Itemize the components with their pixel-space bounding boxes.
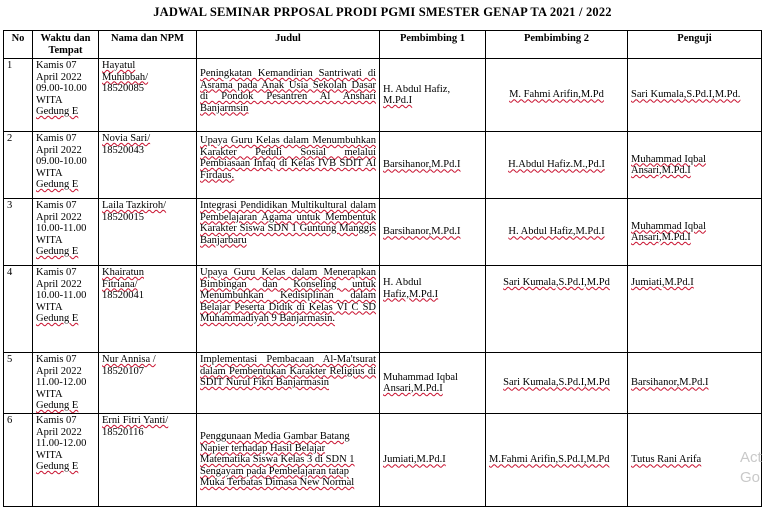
cell-no: 5 xyxy=(4,353,33,414)
judul-text: Penggunaan Media Gambar Batang Napier terhadap Hasil Belajar Matematika Siswa Kelas 3 di SDN 1 Sengayam pada Pembelajaran tatap Muka Terbatas Dimasa New Normal xyxy=(200,431,355,488)
p1-line: Barsihanor,M.Pd.I xyxy=(383,159,461,171)
cell-nama xyxy=(99,132,197,199)
waktu-line: Gedung E xyxy=(36,313,79,324)
waktu-line: Gedung E xyxy=(36,106,79,117)
waktu-line: April 2022 xyxy=(36,211,82,223)
cell-pembimbing-2 xyxy=(486,132,628,199)
waktu-line: WITA xyxy=(36,449,63,461)
cell-judul xyxy=(197,266,380,353)
waktu-line: Gedung E xyxy=(36,246,79,257)
waktu-line: April 2022 xyxy=(36,365,82,377)
cell-pembimbing-2 xyxy=(486,59,628,132)
cell-pembimbing-1 xyxy=(380,59,486,132)
header-pembimbing-1: Pembimbing 1 xyxy=(380,31,486,59)
p2-text: Sari Kumala,S.Pd.I,M.Pd xyxy=(503,377,610,389)
nama-line: Nur Annisa / xyxy=(102,354,156,365)
cell-nama xyxy=(99,199,197,266)
cell-judul xyxy=(197,199,380,266)
cell-waktu xyxy=(33,59,99,132)
header-judul: Judul xyxy=(197,31,380,59)
judul-text: Peningkatan Kemandirian Santriwati di Asrama pada Anak Usia Sekolah Dasar di Pondok Pesantren Al Anshari Banjarmsin xyxy=(200,68,376,114)
table-row xyxy=(4,132,762,199)
penguji-text: Muhammad Iqbal Ansari,M.Pd.I xyxy=(631,220,706,243)
p1-line: Jumiati,M.Pd.I xyxy=(383,454,446,466)
waktu-line: April 2022 xyxy=(36,144,82,156)
judul-text: Upaya Guru Kelas dalam Menumbuhkan Karakter Peduli Sosial melalui Pembiasaan Infaq di Kelas IVB SDIT Al Firdaus. xyxy=(200,135,376,181)
cell-waktu xyxy=(33,199,99,266)
cell-pembimbing-2 xyxy=(486,266,628,353)
p2-text: H. Abdul Hafiz,M.Pd.I xyxy=(508,226,605,238)
waktu-line: April 2022 xyxy=(36,278,82,290)
schedule-table xyxy=(3,30,762,507)
nama-line: Khairatun xyxy=(102,267,144,278)
nama-line: 18520116 xyxy=(102,426,144,438)
waktu-line: 11.00-12.00 xyxy=(36,377,87,388)
penguji-text: Jumiati,M.Pd.I xyxy=(631,277,694,288)
cell-pembimbing-1 xyxy=(380,266,486,353)
cell-waktu xyxy=(33,353,99,414)
header-pembimbing-2: Pembimbing 2 xyxy=(486,31,628,59)
activation-watermark xyxy=(740,448,762,488)
waktu-line: WITA xyxy=(36,301,63,313)
waktu-line: 10.00-11.00 xyxy=(36,290,87,301)
cell-pembimbing-1 xyxy=(380,132,486,199)
waktu-line: Kamis 07 xyxy=(36,267,77,278)
nama-line: Fitriana/ xyxy=(102,278,138,290)
penguji-text: Sari Kumala,S.Pd.I,M.Pd. xyxy=(631,89,741,101)
header-waktu: Waktu dan Tempat xyxy=(33,31,99,59)
nama-line: 18520015 xyxy=(102,211,144,223)
nama-line: 18520107 xyxy=(102,365,144,377)
cell-pembimbing-2 xyxy=(486,414,628,507)
cell-pembimbing-1 xyxy=(380,414,486,507)
waktu-line: Kamis 07 xyxy=(36,200,77,211)
cell-penguji xyxy=(628,59,762,132)
page-title: JADWAL SEMINAR PRPOSAL PRODI PGMI SMESTER GENAP TA 2021 / 2022 xyxy=(153,5,612,19)
nama-line: Muhibbah/ xyxy=(102,71,149,83)
waktu-line: 11.00-12.00 xyxy=(36,438,87,449)
p1-line: Hafiz,M.Pd.I xyxy=(383,288,439,300)
waktu-line: Kamis 07 xyxy=(36,133,77,144)
cell-no: 3 xyxy=(4,199,33,266)
waktu-line: April 2022 xyxy=(36,71,82,83)
header-nama: Nama dan NPM xyxy=(99,31,197,59)
table-row xyxy=(4,414,762,507)
table-row xyxy=(4,266,762,353)
cell-pembimbing-1 xyxy=(380,353,486,414)
table-header-row xyxy=(4,31,762,59)
cell-waktu xyxy=(33,266,99,353)
waktu-line: Gedung E xyxy=(36,400,79,411)
cell-waktu xyxy=(33,132,99,199)
waktu-line: Kamis 07 xyxy=(36,354,77,365)
p1-line: H. Abdul xyxy=(383,277,422,288)
waktu-line: April 2022 xyxy=(36,426,82,438)
cell-penguji xyxy=(628,199,762,266)
cell-no: 2 xyxy=(4,132,33,199)
watermark-line: Go xyxy=(740,469,761,486)
p1-line: Ansari,M.Pd.I xyxy=(383,383,443,394)
cell-no: 6 xyxy=(4,414,33,507)
cell-penguji xyxy=(628,353,762,414)
cell-pembimbing-1 xyxy=(380,199,486,266)
p1-line: M.Pd.I xyxy=(383,95,413,106)
nama-line: Erni Fitri Yanti/ xyxy=(102,415,169,426)
waktu-line: WITA xyxy=(36,234,63,246)
nama-line: 18520041 xyxy=(102,290,144,301)
cell-no: 4 xyxy=(4,266,33,353)
judul-text: Upaya Guru Kelas dalam Menerapkan Bimbingan dan Konseling untuk Menumbuhkan Kedisiplinan dalam Belajar Peserta Didik di Kelas VI C SD Muhammadiyah 9 Banjarmasin. xyxy=(200,267,376,324)
p2-text: M.Fahmi Arifin,S.Pd.I,M.Pd xyxy=(489,454,610,466)
cell-judul xyxy=(197,132,380,199)
cell-pembimbing-2 xyxy=(486,353,628,414)
waktu-line: WITA xyxy=(36,388,63,400)
header-no: No xyxy=(4,31,33,59)
waktu-line: Gedung E xyxy=(36,179,79,190)
nama-line: 18520043 xyxy=(102,144,144,156)
cell-judul xyxy=(197,59,380,132)
nama-line: Novia Sari/ xyxy=(102,133,151,144)
judul-text: Implementasi Pembacaan Al-Ma'tsurat dalam Pembentukan Karakter Religius di SDIT Nurul Fikri Banjarmasin xyxy=(200,354,376,388)
judul-text: Integrasi Pendidikan Multikultural dalam Pembelajaran Agama untuk Membentuk Karakter Siswa SDN 1 Guntung Manggis Banjarbaru xyxy=(200,200,376,246)
p1-line: Barsihanor,M.Pd.I xyxy=(383,226,461,238)
cell-nama xyxy=(99,353,197,414)
watermark-line: Act xyxy=(740,449,762,466)
waktu-line: 09.00-10.00 xyxy=(36,156,87,167)
cell-nama xyxy=(99,414,197,507)
waktu-line: 10.00-11.00 xyxy=(36,223,87,234)
waktu-line: 09.00-10.00 xyxy=(36,83,87,94)
cell-pembimbing-2 xyxy=(486,199,628,266)
cell-nama xyxy=(99,59,197,132)
p1-line: H. Abdul Hafiz, xyxy=(383,83,451,95)
p1-line: Muhammad Iqbal xyxy=(383,371,458,383)
cell-waktu xyxy=(33,414,99,507)
waktu-line: Kamis 07 xyxy=(36,415,77,426)
p2-text: M. Fahmi Arifin,M.Pd xyxy=(509,89,604,101)
nama-line: 18520085 xyxy=(102,83,144,94)
cell-penguji xyxy=(628,266,762,353)
table-row xyxy=(4,353,762,414)
waktu-line: WITA xyxy=(36,167,63,179)
table-row xyxy=(4,59,762,132)
cell-judul xyxy=(197,353,380,414)
cell-penguji xyxy=(628,132,762,199)
cell-nama xyxy=(99,266,197,353)
penguji-text: Barsihanor,M.Pd.I xyxy=(631,377,709,389)
p2-text: Sari Kumala,S.Pd.I,M.Pd xyxy=(503,277,610,288)
nama-line: Laila Tazkiroh/ xyxy=(102,200,167,211)
header-penguji: Penguji xyxy=(628,31,762,59)
penguji-text: Muhammad Iqbal Ansari,M.Pd.I xyxy=(631,153,706,176)
cell-no: 1 xyxy=(4,59,33,132)
nama-line: Hayatul xyxy=(102,60,136,71)
waktu-line: Gedung E xyxy=(36,461,79,472)
waktu-line: WITA xyxy=(36,94,63,106)
p2-text: H.Abdul Hafiz.M.,Pd.I xyxy=(508,159,605,171)
cell-judul xyxy=(197,414,380,507)
table-row xyxy=(4,199,762,266)
penguji-text: Tutus Rani Arifa xyxy=(631,454,702,466)
waktu-line: Kamis 07 xyxy=(36,60,77,71)
